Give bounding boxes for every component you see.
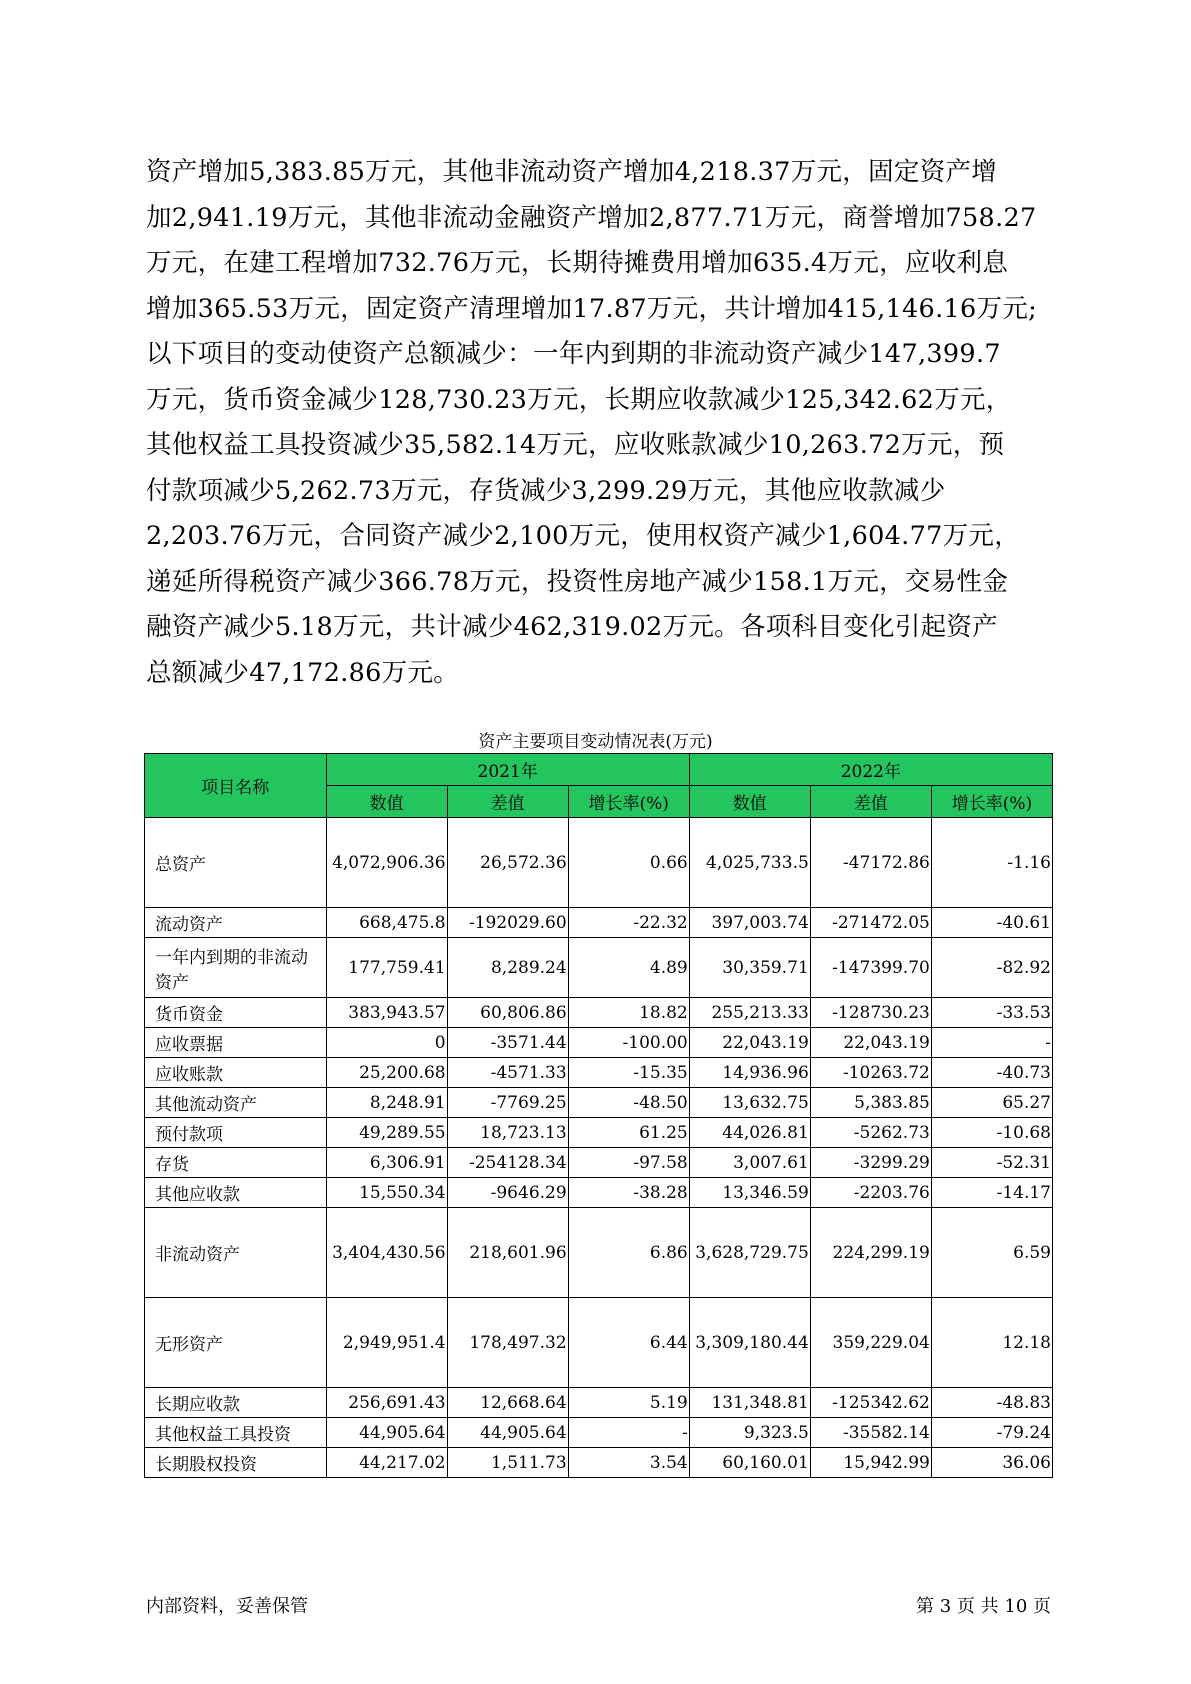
row-item-name: 其他应收款 <box>145 1178 327 1208</box>
header-growth-2021: 增长率(%) <box>568 786 689 818</box>
cell-value-2022: 131,348.81 <box>689 1388 810 1418</box>
row-item-name: 预付款项 <box>145 1118 327 1148</box>
header-year-2021: 2021年 <box>326 754 689 786</box>
cell-diff-2021: 12,668.64 <box>447 1388 568 1418</box>
cell-diff-2021: 26,572.36 <box>447 818 568 908</box>
cell-growth-2022: 36.06 <box>931 1448 1052 1478</box>
cell-growth-2021: -100.00 <box>568 1028 689 1058</box>
cell-value-2021: 383,943.57 <box>326 998 447 1028</box>
table-row <box>145 998 1053 1028</box>
table-row <box>145 1148 1053 1178</box>
footer-confidential-note: 内部资料，妥善保管 <box>146 1596 308 1617</box>
cell-value-2022: 22,043.19 <box>689 1028 810 1058</box>
cell-growth-2021: 18.82 <box>568 998 689 1028</box>
paragraph-line: 增加365.53万元，固定资产清理增加17.87万元，共计增加415,146.16万元; <box>146 293 1038 324</box>
row-item-name: 其他流动资产 <box>145 1088 327 1118</box>
row-item-name: 非流动资产 <box>145 1208 327 1298</box>
cell-growth-2022: 12.18 <box>931 1298 1052 1388</box>
cell-value-2021: 15,550.34 <box>326 1178 447 1208</box>
cell-diff-2021: 178,497.32 <box>447 1298 568 1388</box>
cell-growth-2021: 3.54 <box>568 1448 689 1478</box>
header-diff-2022: 差值 <box>810 786 931 818</box>
paragraph-line: 资产增加5,383.85万元，其他非流动资产增加4,218.37万元，固定资产增 <box>146 157 998 187</box>
cell-growth-2021: -48.50 <box>568 1088 689 1118</box>
cell-value-2021: 4,072,906.36 <box>326 818 447 908</box>
cell-value-2022: 30,359.71 <box>689 938 810 998</box>
cell-growth-2022: -33.53 <box>931 998 1052 1028</box>
cell-value-2021: 0 <box>326 1028 447 1058</box>
cell-value-2021: 177,759.41 <box>326 938 447 998</box>
footer-page-number: 第 3 页 共 10 页 <box>916 1596 1051 1617</box>
cell-growth-2022: -1.16 <box>931 818 1052 908</box>
cell-value-2021: 6,306.91 <box>326 1148 447 1178</box>
table-row <box>145 1388 1053 1418</box>
cell-value-2021: 44,905.64 <box>326 1418 447 1448</box>
paragraph-line: 付款项减少5,262.73万元，存货减少3,299.29万元，其他应收款减少 <box>146 475 946 506</box>
row-item-name: 总资产 <box>145 818 327 908</box>
cell-growth-2021: -38.28 <box>568 1178 689 1208</box>
cell-value-2021: 2,949,951.4 <box>326 1298 447 1388</box>
cell-growth-2022: -40.73 <box>931 1058 1052 1088</box>
cell-growth-2021: 6.86 <box>568 1208 689 1298</box>
cell-diff-2021: 60,806.86 <box>447 998 568 1028</box>
cell-growth-2022: -40.61 <box>931 908 1052 938</box>
paragraph-line: 总额减少47,172.86万元。 <box>146 657 460 688</box>
table-row <box>145 938 1053 998</box>
row-item-name: 其他权益工具投资 <box>145 1418 327 1448</box>
row-item-name: 流动资产 <box>145 908 327 938</box>
cell-diff-2021: 218,601.96 <box>447 1208 568 1298</box>
cell-value-2022: 255,213.33 <box>689 998 810 1028</box>
table-row <box>145 1118 1053 1148</box>
cell-growth-2022: -48.83 <box>931 1388 1052 1418</box>
table-row <box>145 1418 1053 1448</box>
cell-diff-2022: -5262.73 <box>810 1118 931 1148</box>
cell-growth-2022: -10.68 <box>931 1118 1052 1148</box>
cell-diff-2021: -4571.33 <box>447 1058 568 1088</box>
cell-growth-2021: - <box>568 1418 689 1448</box>
cell-value-2021: 8,248.91 <box>326 1088 447 1118</box>
cell-diff-2021: -9646.29 <box>447 1178 568 1208</box>
row-item-name: 长期应收款 <box>145 1388 327 1418</box>
cell-value-2021: 256,691.43 <box>326 1388 447 1418</box>
cell-growth-2021: 61.25 <box>568 1118 689 1148</box>
table-caption: 资产主要项目变动情况表(万元) <box>478 732 713 752</box>
table-row <box>145 818 1053 908</box>
cell-diff-2022: 359,229.04 <box>810 1298 931 1388</box>
table-row <box>145 1298 1053 1388</box>
cell-diff-2021: -3571.44 <box>447 1028 568 1058</box>
cell-growth-2022: - <box>931 1028 1052 1058</box>
cell-diff-2021: 18,723.13 <box>447 1118 568 1148</box>
body-paragraph <box>146 150 1046 696</box>
header-growth-2022: 增长率(%) <box>931 786 1052 818</box>
cell-value-2022: 60,160.01 <box>689 1448 810 1478</box>
paragraph-line: 递延所得税资产减少366.78万元，投资性房地产减少158.1万元，交易性金 <box>146 566 1009 597</box>
cell-growth-2021: 0.66 <box>568 818 689 908</box>
row-item-name: 长期股权投资 <box>145 1448 327 1478</box>
paragraph-line: 以下项目的变动使资产总额减少：一年内到期的非流动资产减少147,399.7 <box>146 339 1001 369</box>
row-item-name: 存货 <box>145 1148 327 1178</box>
cell-diff-2021: -254128.34 <box>447 1148 568 1178</box>
cell-diff-2022: -128730.23 <box>810 998 931 1028</box>
cell-diff-2022: -125342.62 <box>810 1388 931 1418</box>
table-row <box>145 1208 1053 1298</box>
cell-value-2022: 14,936.96 <box>689 1058 810 1088</box>
header-value-2022: 数值 <box>689 786 810 818</box>
cell-diff-2022: 22,043.19 <box>810 1028 931 1058</box>
cell-growth-2022: -14.17 <box>931 1178 1052 1208</box>
row-item-name: 一年内到期的非流动资产 <box>145 938 327 998</box>
cell-diff-2022: 15,942.99 <box>810 1448 931 1478</box>
table-row <box>145 1448 1053 1478</box>
cell-diff-2021: 8,289.24 <box>447 938 568 998</box>
table-row <box>145 1058 1053 1088</box>
table-row <box>145 908 1053 938</box>
cell-value-2021: 44,217.02 <box>326 1448 447 1478</box>
cell-value-2022: 44,026.81 <box>689 1118 810 1148</box>
cell-diff-2021: -192029.60 <box>447 908 568 938</box>
cell-growth-2021: 5.19 <box>568 1388 689 1418</box>
paragraph-line: 万元，在建工程增加732.76万元，长期待摊费用增加635.4万元，应收利息 <box>146 248 1009 278</box>
cell-value-2022: 3,007.61 <box>689 1148 810 1178</box>
cell-growth-2022: 6.59 <box>931 1208 1052 1298</box>
cell-growth-2021: -22.32 <box>568 908 689 938</box>
row-item-name: 货币资金 <box>145 998 327 1028</box>
cell-value-2022: 13,632.75 <box>689 1088 810 1118</box>
cell-diff-2022: 224,299.19 <box>810 1208 931 1298</box>
cell-value-2022: 9,323.5 <box>689 1418 810 1448</box>
cell-diff-2021: 44,905.64 <box>447 1418 568 1448</box>
cell-diff-2022: -271472.05 <box>810 908 931 938</box>
cell-growth-2021: -15.35 <box>568 1058 689 1088</box>
paragraph-line: 加2,941.19万元，其他非流动金融资产增加2,877.71万元，商誉增加758.27 <box>146 202 1037 233</box>
cell-growth-2022: -79.24 <box>931 1418 1052 1448</box>
cell-diff-2021: 1,511.73 <box>447 1448 568 1478</box>
cell-value-2022: 3,309,180.44 <box>689 1298 810 1388</box>
cell-growth-2022: 65.27 <box>931 1088 1052 1118</box>
cell-diff-2022: -147399.70 <box>810 938 931 998</box>
table-row <box>145 1178 1053 1208</box>
asset-change-table <box>144 753 1053 1478</box>
cell-value-2022: 4,025,733.5 <box>689 818 810 908</box>
cell-value-2022: 3,628,729.75 <box>689 1208 810 1298</box>
header-item-name: 项目名称 <box>145 754 327 818</box>
paragraph-line: 2,203.76万元，合同资产减少2,100万元，使用权资产减少1,604.77万元， <box>146 521 1021 551</box>
cell-diff-2021: -7769.25 <box>447 1088 568 1118</box>
cell-value-2022: 13,346.59 <box>689 1178 810 1208</box>
paragraph-line: 融资产减少5.18万元，共计减少462,319.02万元。各项科目变化引起资产 <box>146 612 998 642</box>
cell-value-2021: 3,404,430.56 <box>326 1208 447 1298</box>
cell-growth-2021: -97.58 <box>568 1148 689 1178</box>
table-row <box>145 1088 1053 1118</box>
paragraph-line: 其他权益工具投资减少35,582.14万元，应收账款减少10,263.72万元，预 <box>146 430 1005 460</box>
cell-diff-2022: -2203.76 <box>810 1178 931 1208</box>
table-row <box>145 1028 1053 1058</box>
cell-growth-2022: -82.92 <box>931 938 1052 998</box>
cell-diff-2022: -35582.14 <box>810 1418 931 1448</box>
cell-growth-2021: 6.44 <box>568 1298 689 1388</box>
header-value-2021: 数值 <box>326 786 447 818</box>
cell-value-2021: 25,200.68 <box>326 1058 447 1088</box>
header-year-2022: 2022年 <box>689 754 1052 786</box>
header-diff-2021: 差值 <box>447 786 568 818</box>
row-item-name: 无形资产 <box>145 1298 327 1388</box>
cell-diff-2022: 5,383.85 <box>810 1088 931 1118</box>
cell-value-2021: 49,289.55 <box>326 1118 447 1148</box>
cell-diff-2022: -3299.29 <box>810 1148 931 1178</box>
cell-growth-2021: 4.89 <box>568 938 689 998</box>
cell-diff-2022: -47172.86 <box>810 818 931 908</box>
row-item-name: 应收票据 <box>145 1028 327 1058</box>
cell-value-2021: 668,475.8 <box>326 908 447 938</box>
paragraph-line: 万元，货币资金减少128,730.23万元，长期应收款减少125,342.62万元， <box>146 384 1012 415</box>
cell-value-2022: 397,003.74 <box>689 908 810 938</box>
cell-diff-2022: -10263.72 <box>810 1058 931 1088</box>
row-item-name: 应收账款 <box>145 1058 327 1088</box>
cell-growth-2022: -52.31 <box>931 1148 1052 1178</box>
